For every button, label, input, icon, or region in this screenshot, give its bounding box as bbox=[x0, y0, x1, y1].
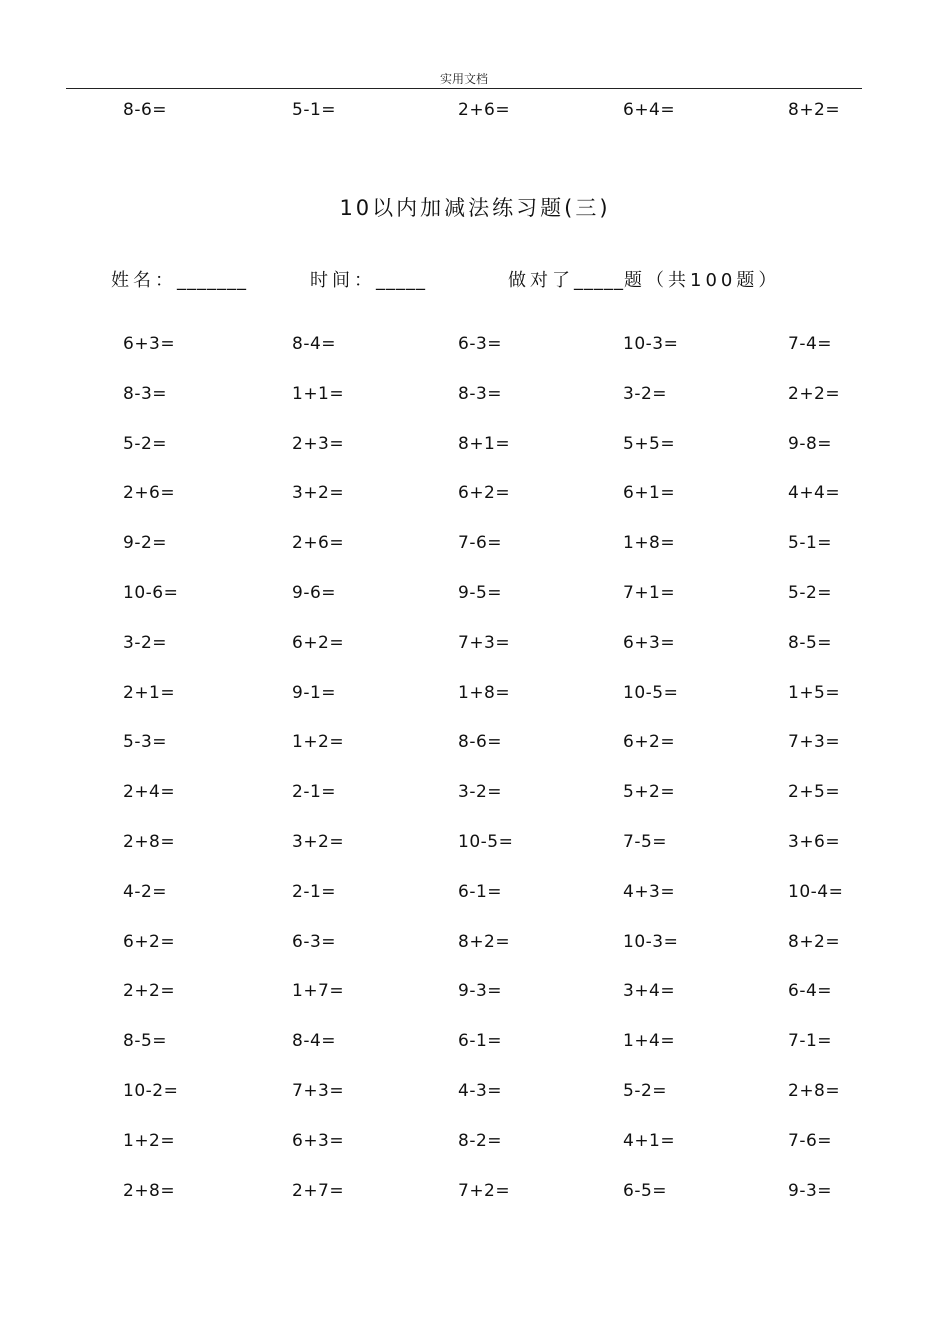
problem-row bbox=[0, 930, 950, 954]
problem: 5-2= bbox=[788, 583, 833, 603]
problem-row bbox=[0, 780, 950, 804]
problem: 2+8= bbox=[123, 1181, 176, 1201]
problem: 2+2= bbox=[123, 981, 176, 1001]
problem: 2+5= bbox=[788, 782, 841, 802]
problem: 3+2= bbox=[292, 832, 345, 852]
problem-row bbox=[0, 1179, 950, 1203]
problem: 2+1= bbox=[123, 683, 176, 703]
problem: 1+4= bbox=[623, 1031, 676, 1051]
problem: 1+7= bbox=[292, 981, 345, 1001]
problem: 3-2= bbox=[123, 633, 168, 653]
problem: 8-3= bbox=[458, 384, 503, 404]
problem: 2+8= bbox=[788, 1081, 841, 1101]
problem-row bbox=[0, 1079, 950, 1103]
problem: 10-3= bbox=[623, 932, 679, 952]
score-prefix: 做对了 bbox=[508, 270, 574, 291]
problem-row bbox=[0, 382, 950, 406]
problem: 4+4= bbox=[788, 483, 841, 503]
problem: 4+3= bbox=[623, 882, 676, 902]
problem: 5-1= bbox=[292, 100, 337, 120]
problem: 4-3= bbox=[458, 1081, 503, 1101]
problem: 3-2= bbox=[458, 782, 503, 802]
page-header-label: 实用文档 bbox=[439, 72, 488, 86]
problem: 8-5= bbox=[123, 1031, 168, 1051]
score-suffix: 题（共100题） bbox=[624, 270, 781, 291]
problem-row bbox=[0, 979, 950, 1003]
problem: 1+2= bbox=[292, 732, 345, 752]
top-problem-row bbox=[0, 98, 950, 122]
problem: 8+2= bbox=[788, 100, 841, 120]
problem: 4-2= bbox=[123, 882, 168, 902]
problem: 1+5= bbox=[788, 683, 841, 703]
problem: 9-3= bbox=[458, 981, 503, 1001]
problem: 8+2= bbox=[458, 932, 511, 952]
problem: 5-3= bbox=[123, 732, 168, 752]
problem: 5-2= bbox=[123, 434, 168, 454]
problem-row bbox=[0, 531, 950, 555]
problem: 2+7= bbox=[292, 1181, 345, 1201]
problem: 7-6= bbox=[788, 1131, 833, 1151]
problem: 7-5= bbox=[623, 832, 668, 852]
problem: 9-1= bbox=[292, 683, 337, 703]
problem: 8-6= bbox=[123, 100, 168, 120]
problem: 8+2= bbox=[788, 932, 841, 952]
problem-row bbox=[0, 332, 950, 356]
name-blank: _______ bbox=[177, 270, 247, 291]
problem: 7+3= bbox=[788, 732, 841, 752]
problem: 3+4= bbox=[623, 981, 676, 1001]
problem: 6+4= bbox=[623, 100, 676, 120]
problem: 3+2= bbox=[292, 483, 345, 503]
name-field bbox=[111, 268, 247, 294]
problem: 6+3= bbox=[623, 633, 676, 653]
problem: 7+2= bbox=[458, 1181, 511, 1201]
problem: 6+3= bbox=[292, 1131, 345, 1151]
problem: 6-1= bbox=[458, 1031, 503, 1051]
problem: 5+2= bbox=[623, 782, 676, 802]
problem: 9-8= bbox=[788, 434, 833, 454]
problem: 5-1= bbox=[788, 533, 833, 553]
time-label: 时间： bbox=[310, 270, 376, 291]
name-label: 姓名： bbox=[111, 270, 177, 291]
problem: 2+6= bbox=[458, 100, 511, 120]
problem: 6-3= bbox=[292, 932, 337, 952]
problem: 7+1= bbox=[623, 583, 676, 603]
problem: 7-4= bbox=[788, 334, 833, 354]
problem-row bbox=[0, 730, 950, 754]
problem: 9-2= bbox=[123, 533, 168, 553]
problem: 8-4= bbox=[292, 334, 337, 354]
problem: 9-3= bbox=[788, 1181, 833, 1201]
problem-row bbox=[0, 681, 950, 705]
problem: 2-1= bbox=[292, 782, 337, 802]
problem: 9-5= bbox=[458, 583, 503, 603]
problem: 9-6= bbox=[292, 583, 337, 603]
problem: 10-5= bbox=[623, 683, 679, 703]
problem: 7+3= bbox=[292, 1081, 345, 1101]
problem: 3-2= bbox=[623, 384, 668, 404]
problem-row bbox=[0, 631, 950, 655]
problem: 6+2= bbox=[292, 633, 345, 653]
problem: 5-2= bbox=[623, 1081, 668, 1101]
problem: 1+1= bbox=[292, 384, 345, 404]
problem-row bbox=[0, 830, 950, 854]
problem: 4+1= bbox=[623, 1131, 676, 1151]
problem: 2+4= bbox=[123, 782, 176, 802]
problem: 7+3= bbox=[458, 633, 511, 653]
problem: 8-5= bbox=[788, 633, 833, 653]
problem: 10-5= bbox=[458, 832, 514, 852]
problem-row bbox=[0, 481, 950, 505]
problem: 8-2= bbox=[458, 1131, 503, 1151]
problem: 10-3= bbox=[623, 334, 679, 354]
problem: 8-6= bbox=[458, 732, 503, 752]
time-field bbox=[310, 268, 426, 294]
problem: 2-1= bbox=[292, 882, 337, 902]
problem: 6-1= bbox=[458, 882, 503, 902]
time-blank: _____ bbox=[376, 270, 426, 291]
header-divider bbox=[66, 88, 862, 89]
problem: 6+2= bbox=[123, 932, 176, 952]
problem: 5+5= bbox=[623, 434, 676, 454]
problem: 6-5= bbox=[623, 1181, 668, 1201]
problem: 6-4= bbox=[788, 981, 833, 1001]
problem: 6+2= bbox=[458, 483, 511, 503]
problem: 10-6= bbox=[123, 583, 179, 603]
problem: 1+8= bbox=[623, 533, 676, 553]
problem: 6+2= bbox=[623, 732, 676, 752]
problem: 2+6= bbox=[292, 533, 345, 553]
problem: 2+3= bbox=[292, 434, 345, 454]
problem: 6+1= bbox=[623, 483, 676, 503]
score-blank: _____ bbox=[574, 270, 624, 291]
problem: 6+3= bbox=[123, 334, 176, 354]
problem: 7-6= bbox=[458, 533, 503, 553]
problem: 8-4= bbox=[292, 1031, 337, 1051]
problem: 2+2= bbox=[788, 384, 841, 404]
problem: 6-3= bbox=[458, 334, 503, 354]
problem-row bbox=[0, 880, 950, 904]
problem: 3+6= bbox=[788, 832, 841, 852]
problem: 1+8= bbox=[458, 683, 511, 703]
problem: 2+6= bbox=[123, 483, 176, 503]
problem: 8-3= bbox=[123, 384, 168, 404]
problem-row bbox=[0, 581, 950, 605]
problem-row bbox=[0, 1029, 950, 1053]
problem: 7-1= bbox=[788, 1031, 833, 1051]
score-field bbox=[508, 268, 780, 294]
problem-row bbox=[0, 432, 950, 456]
problem: 8+1= bbox=[458, 434, 511, 454]
problem: 1+2= bbox=[123, 1131, 176, 1151]
problem: 2+8= bbox=[123, 832, 176, 852]
problem: 10-2= bbox=[123, 1081, 179, 1101]
problem: 10-4= bbox=[788, 882, 844, 902]
problem-row bbox=[0, 1129, 950, 1153]
worksheet-title: 10以内加减法练习题(三) bbox=[339, 196, 611, 220]
